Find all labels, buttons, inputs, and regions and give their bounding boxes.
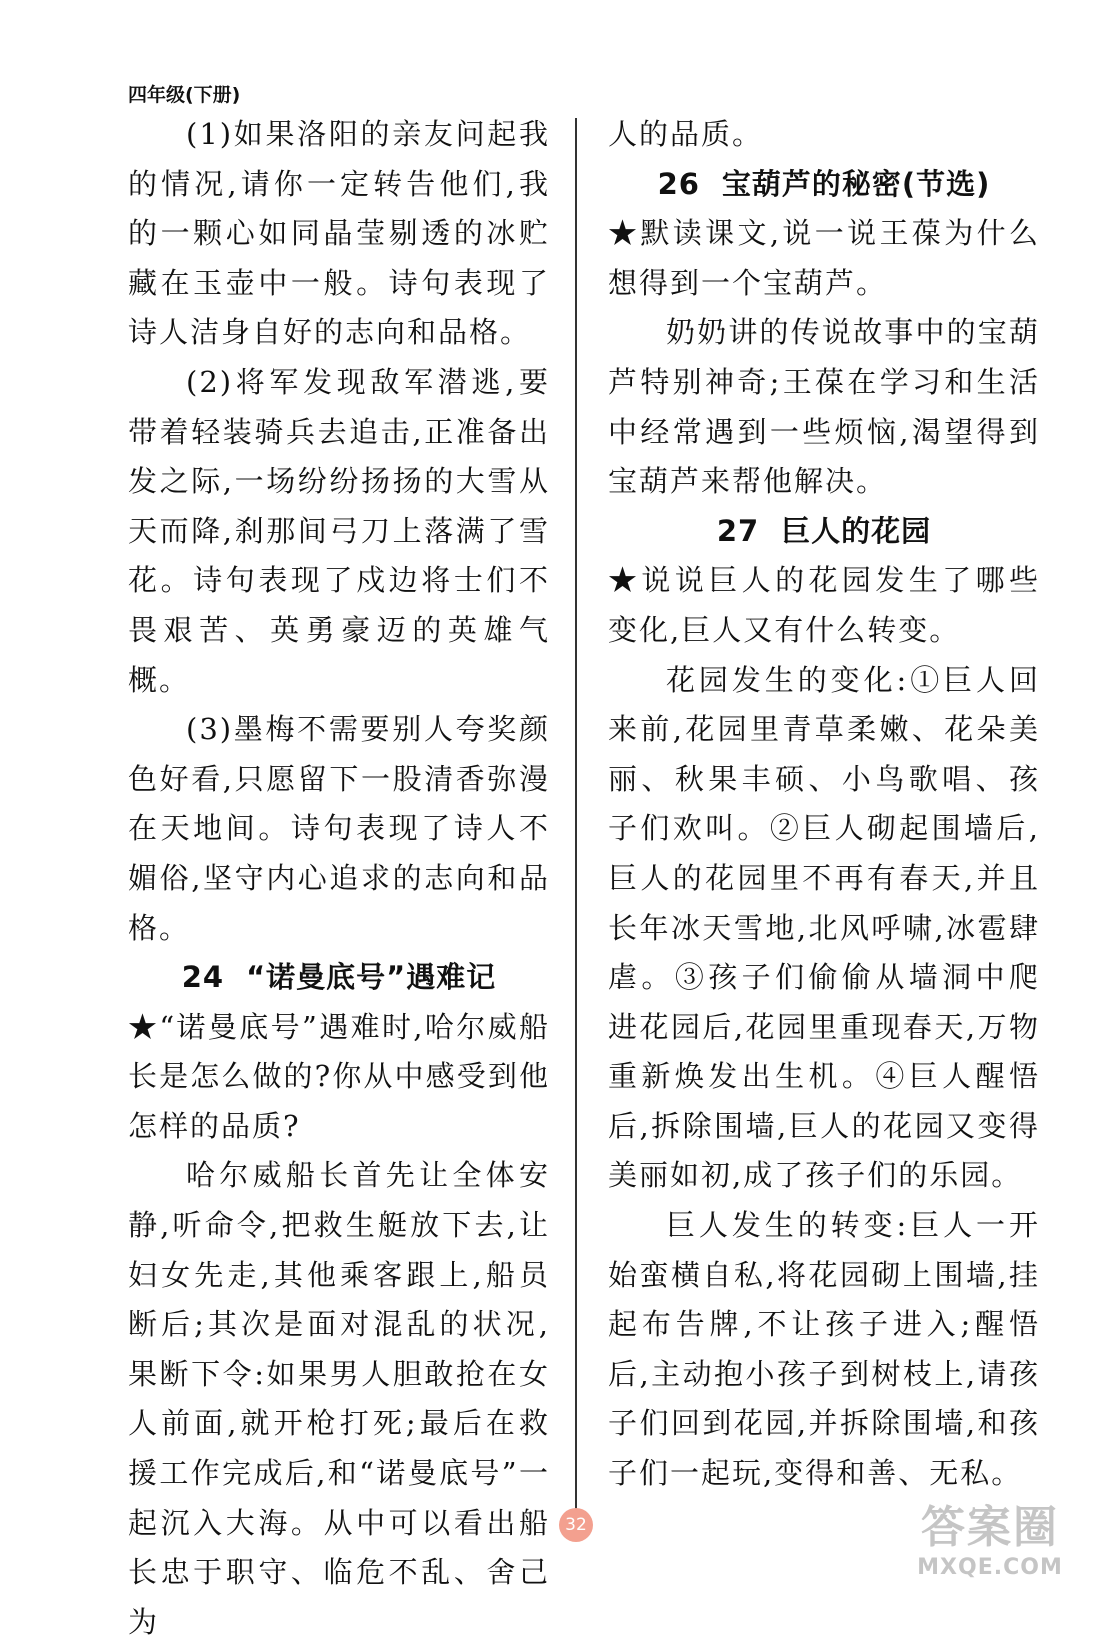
section-26-number: 26	[657, 166, 700, 201]
watermark-logo	[895, 1502, 1085, 1594]
answer-26: 奶奶讲的传说故事中的宝葫芦特别神奇;王葆在学习和生活中经常遇到一些烦恼,渴望得到宝葫芦来帮他解决。	[608, 315, 1040, 499]
continued-text: 人的品质。	[608, 117, 764, 151]
column-divider	[575, 118, 577, 1518]
section-24-number: 24	[181, 960, 225, 995]
section-24-heading	[128, 953, 550, 1003]
section-27-number: 27	[716, 513, 760, 548]
grade-header: 四年级(下册)	[128, 84, 241, 106]
answer-24: 哈尔威船长首先让全体安静,听命令,把救生艇放下去,让妇女先走,其他乘客跟上,船员断后;其次是面对混乱的状况,果断下令:如果男人胆敢抢在女人前面,就开枪打死;最后在救援工作完成后,和“诺曼底号”一起沉入大海。从中可以看出船长忠于职守、临危不乱、舍己为	[128, 1158, 550, 1639]
question-27: ★说说巨人的花园发生了哪些变化,巨人又有什么转变。	[608, 563, 1040, 647]
question-24: ★“诺曼底号”遇难时,哈尔威船长是怎么做的?你从中感受到他怎样的品质?	[128, 1009, 550, 1143]
answer-paragraph-2: (2)将军发现敌军潜逃,要带着轻装骑兵去追击,正准备出发之际,一场纷纷扬扬的大雪从天而降,刹那间弓刀上落满了雪花。诗句表现了戍边将士们不畏艰苦、英勇豪迈的英雄气概。	[128, 364, 550, 697]
watermark-title: 答案圈	[921, 1502, 1059, 1553]
page-number-badge: 32	[559, 1508, 593, 1542]
right-column	[608, 110, 1040, 1499]
answer-27-garden-changes: 花园发生的变化:①巨人回来前,花园里青草柔嫩、花朵美丽、秋果丰硕、小鸟歌唱、孩子们欢叫。②巨人砌起围墙后,巨人的花园里不再有春天,并且长年冰天雪地,北风呼啸,冰雹肆虐。③孩子们偷偷从墙洞中爬进花园后,花园里重现春天,万物重新焕发出生机。④巨人醒悟后,拆除围墙,巨人的花园又变得美丽如初,成了孩子们的乐园。	[608, 662, 1040, 1193]
answer-paragraph-3: (3)墨梅不需要别人夸奖颜色好看,只愿留下一股清香弥漫在天地间。诗句表现了诗人不媚俗,坚守内心追求的志向和品格。	[128, 712, 550, 945]
answer-paragraph-1: (1)如果洛阳的亲友问起我的情况,请你一定转告他们,我的一颗心如同晶莹剔透的冰贮藏在玉壶中一般。诗句表现了诗人洁身自好的志向和品格。	[128, 117, 550, 350]
section-24-title: “诺曼底号”遇难记	[246, 960, 497, 995]
question-26: ★默读课文,说一说王葆为什么想得到一个宝葫芦。	[608, 216, 1040, 300]
watermark-url: MXQE.COM	[917, 1555, 1063, 1580]
section-27-heading	[608, 507, 1040, 557]
section-26-title: 宝葫芦的秘密(节选)	[721, 166, 991, 201]
answer-27-giant-changes: 巨人发生的转变:巨人一开始蛮横自私,将花园砌上围墙,挂起布告牌,不让孩子进入;醒悟后,主动抱小孩子到树枝上,请孩子们回到花园,并拆除围墙,和孩子们一起玩,变得和善、无私。	[608, 1208, 1040, 1491]
section-26-heading	[608, 160, 1040, 210]
left-column	[128, 110, 550, 1647]
section-27-title: 巨人的花园	[781, 513, 932, 548]
